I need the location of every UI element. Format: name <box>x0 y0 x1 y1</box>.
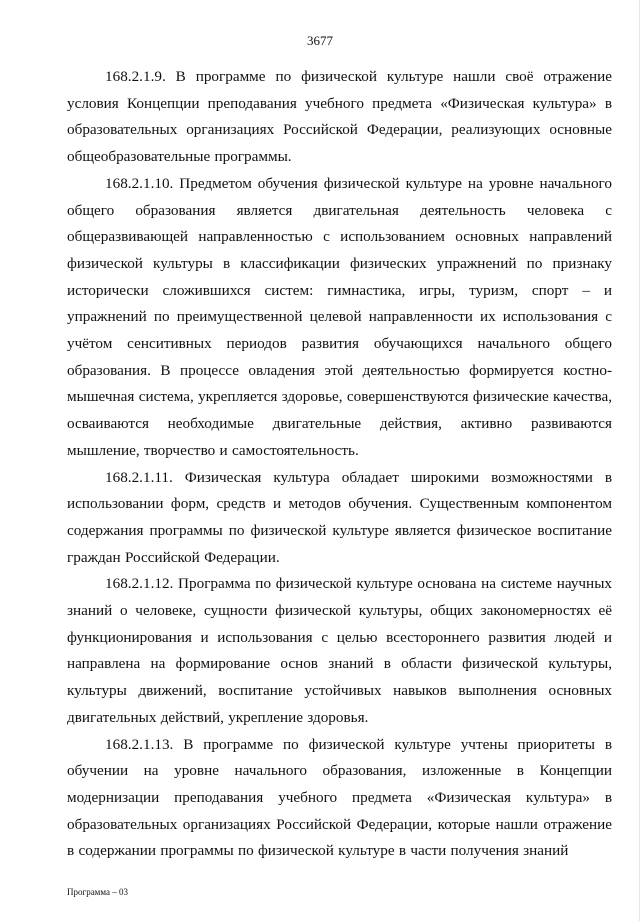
paragraph-168-2-1-11: 168.2.1.11. Физическая культура обладает широкими возможностями в использовании форм, средств и методов обучения. Существенным компонентом содержания программы по физической культуре является физическое воспитание граждан Российской Федерации. <box>67 468 612 566</box>
paragraph-168-2-1-12: 168.2.1.12. Программа по физической культуре основана на системе научных знаний о человеке, сущности физической культуры, общих закономерностях её функционирования и использования с целью всестороннего развития людей и направлена на формирование основ знаний в области физической культуры, культуры движений, воспитание устойчивых навыков выполнения основных двигательных действий, укрепление здоровья. <box>67 575 612 726</box>
page-number: 3677 <box>307 33 333 48</box>
paragraph-168-2-1-10: 168.2.1.10. Предметом обучения физической культуре на уровне начального общего образования является двигательная деятельность человека с общеразвивающей направленностью с использованием основных направлений физической культуры в классификации физических упражнений по признаку исторически сложившихся систем: гимнастика, игры, туризм, спорт – и упражнений по преимущественной целевой направленности их использования с учётом сенситивных периодов развития обучающихся начального общего образования. В процессе овладения этой деятельностью формируется костно-мышечная система, укрепляется здоровье, совершенствуются физические качества, осваиваются необходимые двигательные действия, активно развиваются мышление, творчество и самостоятельность. <box>67 174 612 459</box>
paragraph-168-2-1-9: 168.2.1.9. В программе по физической культуре нашли своё отражение условия Концепции преподавания учебного предмета «Физическая культура» в образовательных организациях Российской Федерации, реализующих основные общеобразовательные программы. <box>67 68 612 166</box>
footer-label: Программа – 03 <box>67 887 129 897</box>
document-body <box>67 64 612 865</box>
paragraph-168-2-1-13: 168.2.1.13. В программе по физической культуре учтены приоритеты в обучении на уровне начального образования, изложенные в Концепции модернизации преподавания учебного предмета «Физическая культура» в образовательных организациях Российской Федерации, которые нашли отражение в содержании программы по физической культуре в части получения знаний <box>67 735 612 860</box>
